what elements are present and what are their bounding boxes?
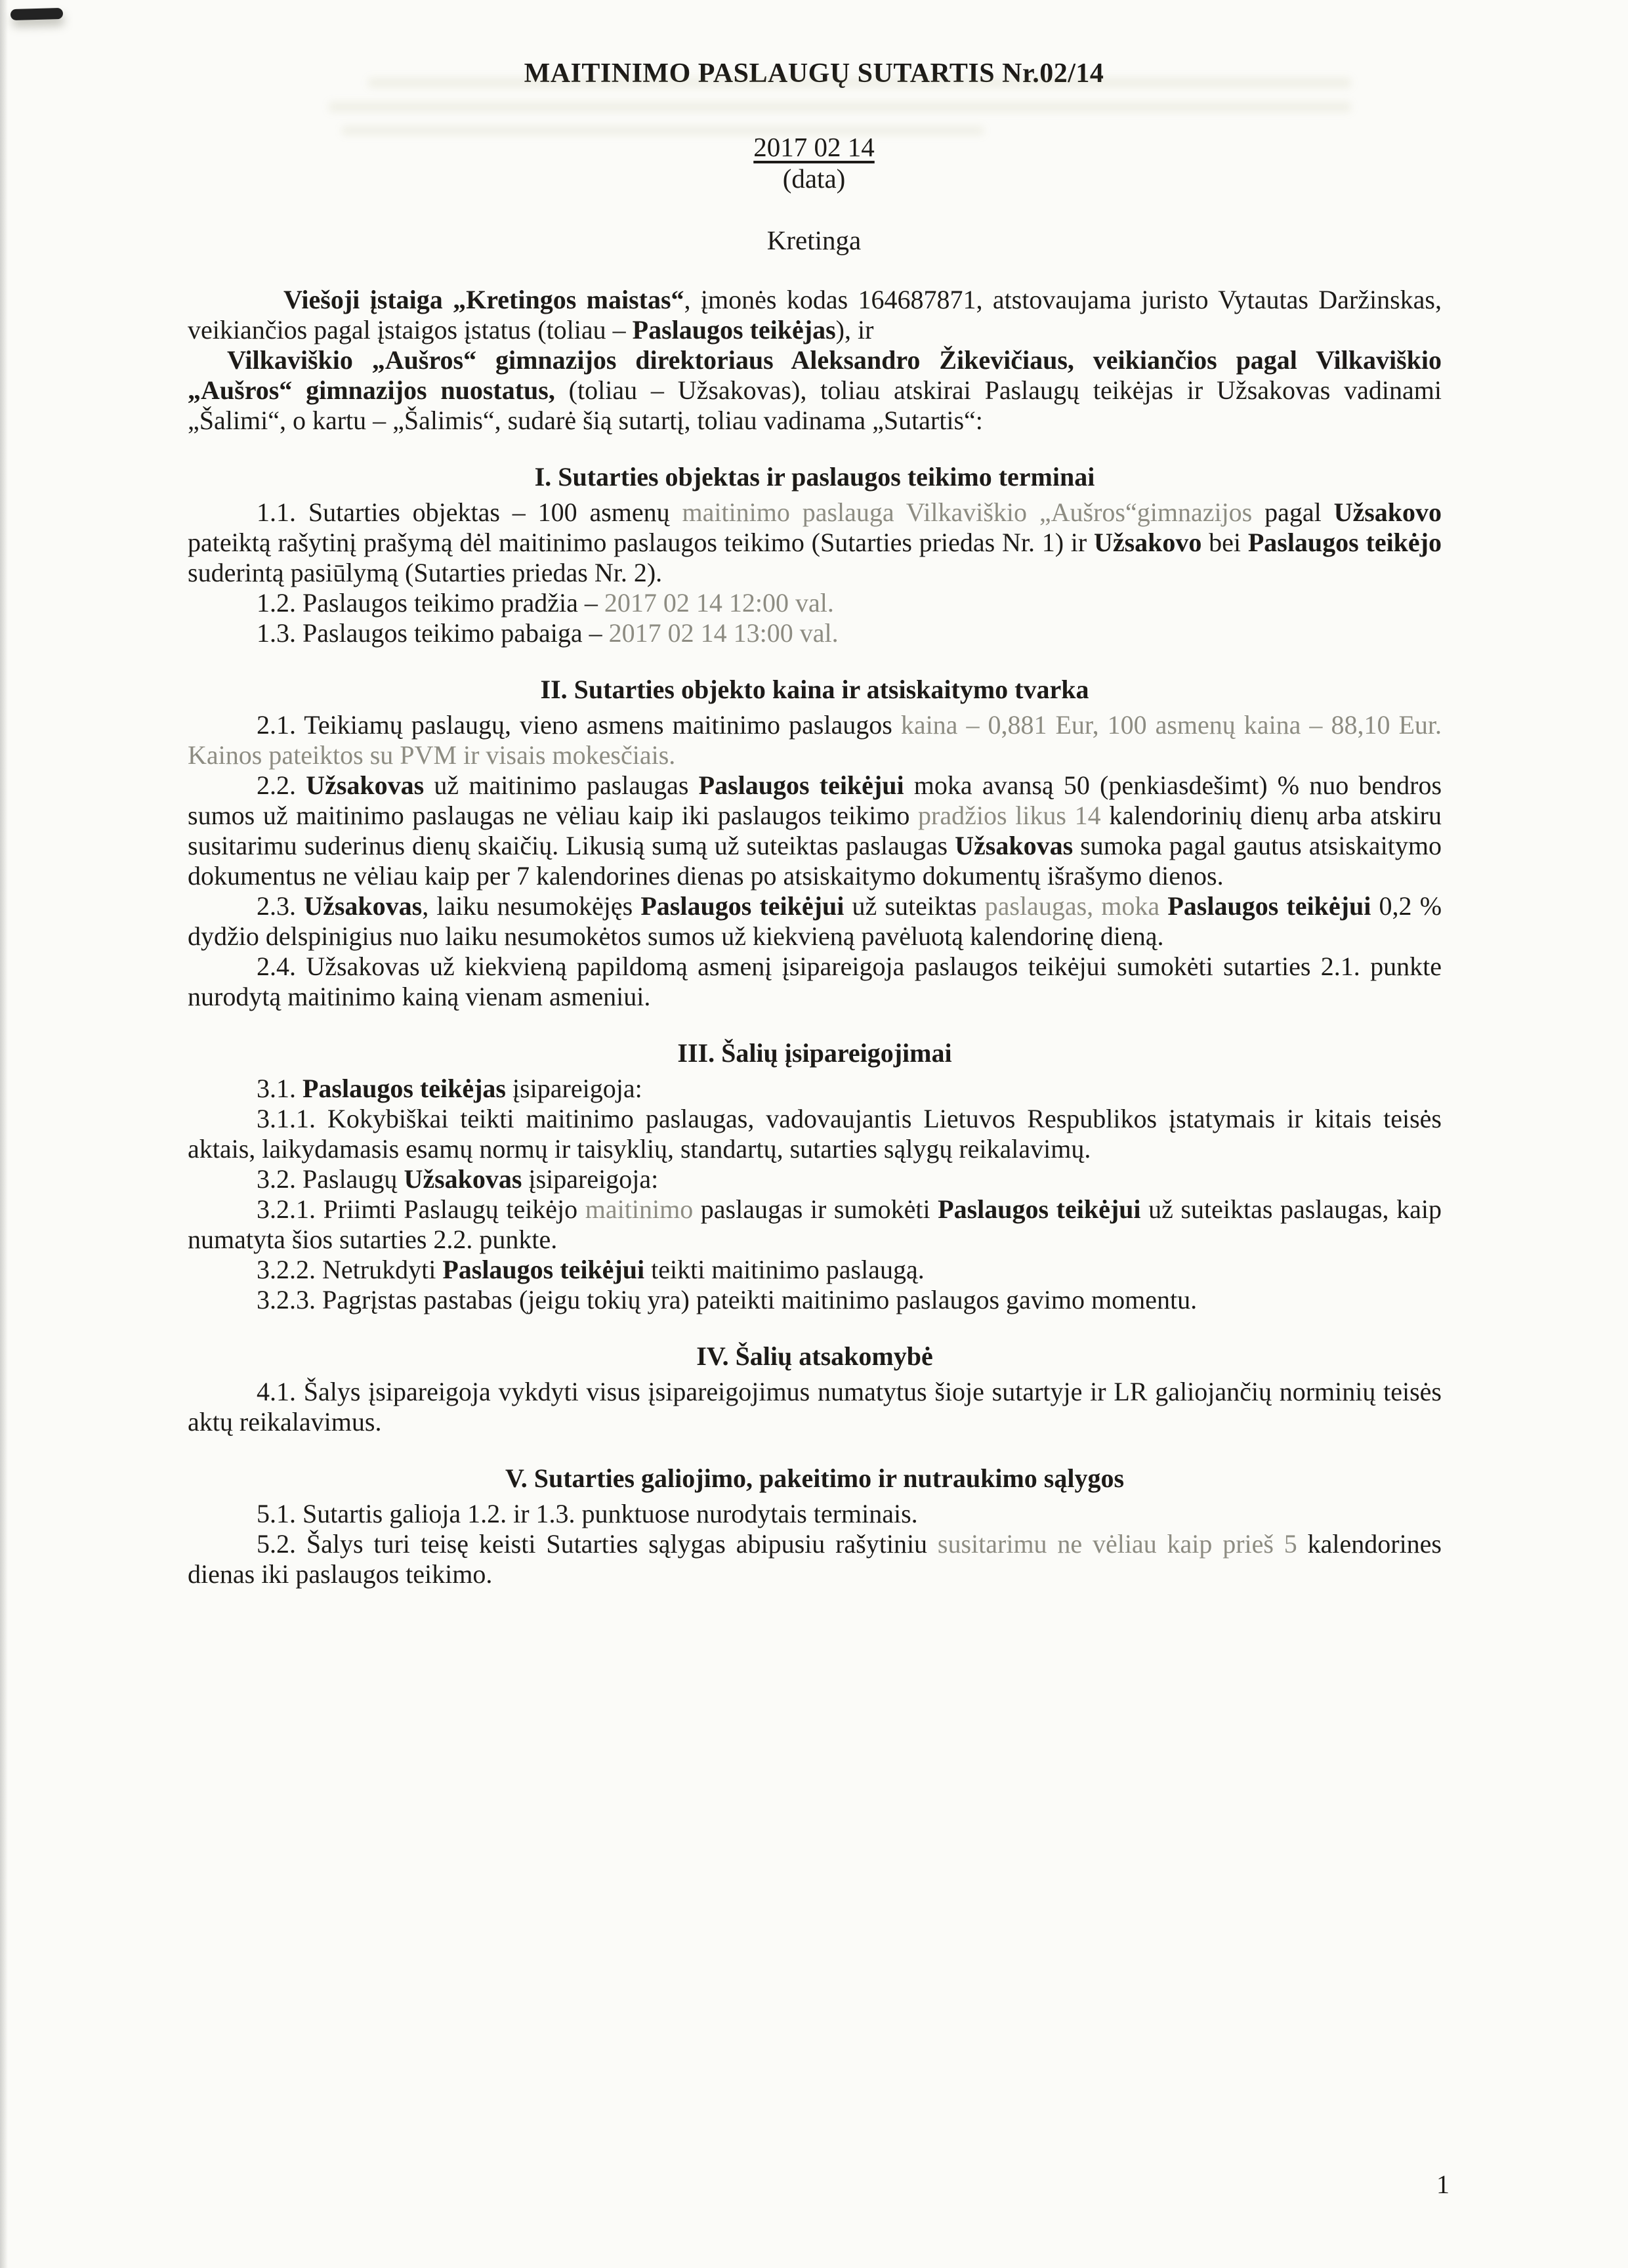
faded-text: maitinimo paslauga Vilkaviškio „Aušros“gimnazijos	[682, 497, 1253, 527]
paragraph	[188, 285, 1442, 345]
text-run: moka avansą 50 (penkiasdešimt) % nuo bendros sumos už maitinimo paslaugas ne vėliau kaip iki paslaugos teikimo	[188, 770, 1442, 830]
faded-text: pradžios likus 14	[918, 801, 1101, 830]
text-run: 4.1. Šalys įsipareigoja vykdyti visus įsipareigojimus numatytus šioje sutartyje ir LR galiojančių norminių teisės aktų reikalavimus.	[188, 1377, 1442, 1437]
paragraph	[188, 952, 1442, 1012]
paragraph	[188, 618, 1442, 648]
text-run: sumoka pagal gautus atsiskaitymo dokumentus ne vėliau kaip per 7 kalendorines dienas po atsiskaitymo dokumentų išrašymo dienos.	[188, 831, 1442, 891]
section-heading: III. Šalių įsipareigojimai	[677, 1038, 952, 1068]
paragraph	[188, 1164, 1442, 1194]
paragraph	[188, 710, 1442, 770]
text-run: kalendorines dienas iki paslaugos teikimo.	[188, 1529, 1442, 1589]
date-value: 2017 02 14	[753, 132, 875, 162]
document-title: MAITINIMO PASLAUGŲ SUTARTIS Nr.02/14	[524, 58, 1104, 89]
faded-text: paslaugas, moka	[984, 891, 1160, 921]
text-run: 1.3. Paslaugos teikimo pabaiga –	[257, 618, 609, 648]
paragraph	[188, 588, 1442, 618]
text-run: 2.4. Užsakovas už kiekvieną papildomą asmenį įsipareigoja paslaugos teikėjui sumokėti sutarties 2.1. punkte nurodytą maitinimo kainą vienam asmeniui.	[188, 952, 1442, 1011]
paragraph	[188, 1529, 1442, 1589]
text-run: 2.3.	[257, 891, 304, 921]
text-run: teikti maitinimo paslaugą.	[644, 1255, 925, 1284]
scan-artifact-mark	[10, 8, 63, 20]
text-run: pateiktą rašytinį prašymą dėl maitinimo paslaugos teikimo (Sutarties priedas Nr. 1) ir	[188, 528, 1094, 557]
text-run: pagal	[1252, 497, 1334, 527]
text-run: ), ir	[835, 315, 874, 345]
bold-text: Paslaugos teikėjui	[698, 770, 904, 800]
text-run: už suteiktas paslaugas, kaip numatyta šios sutarties 2.2. punkte.	[188, 1194, 1442, 1254]
page-number: 1	[1436, 2170, 1450, 2199]
text-run: suderintą pasiūlymą (Sutarties priedas Nr. 2).	[188, 558, 663, 587]
text-run	[1159, 891, 1167, 921]
faded-text: susitarimu ne vėliau kaip prieš 5	[937, 1529, 1297, 1559]
bold-text: Paslaugos teikėjui	[1167, 891, 1371, 921]
text-run: 1.2. Paslaugos teikimo pradžia –	[257, 588, 604, 618]
text-run: 0,2 % dydžio delspinigius nuo laiku nesumokėtos sumos už kiekvieną pavėluotą kalendorinę dieną.	[188, 891, 1442, 951]
text-run: (toliau – Užsakovas), toliau atskirai Paslaugų teikėjas ir Užsakovas vadinami „Šalimi“, o kartu – „Šalimis“, sudarė šią sutartį, toliau vadinama „Sutartis“:	[188, 375, 1442, 435]
text-run: 5.2. Šalys turi teisę keisti Sutarties sąlygas abipusiu rašytiniu	[257, 1529, 938, 1559]
document-city: Kretinga	[766, 225, 862, 255]
bold-text: Viešoji įstaiga „Kretingos maistas“	[283, 285, 684, 314]
bold-text: Užsakovo	[1333, 497, 1442, 527]
text-run: 3.1.	[257, 1074, 303, 1103]
paragraph	[188, 1104, 1442, 1164]
text-run: 3.2.3. Pagrįstas pastabas (jeigu tokių yra) pateikti maitinimo paslaugos gavimo momentu.	[257, 1285, 1198, 1314]
text-run: už maitinimo paslaugas	[424, 770, 699, 800]
bold-text: Užsakovas	[955, 831, 1074, 860]
date-label: (data)	[782, 163, 846, 194]
faded-text: kaina – 0,881 Eur, 100 asmenų kaina – 88,10 Eur. Kainos pateiktos su PVM ir visais mokesčiais.	[188, 710, 1442, 770]
text-run: , laiku nesumokėjęs	[422, 891, 641, 921]
paragraph	[188, 1255, 1442, 1285]
bold-text: Paslaugos teikėjui	[640, 891, 845, 921]
paragraph	[188, 345, 1442, 436]
section-heading: V. Sutarties galiojimo, pakeitimo ir nutraukimo sąlygos	[505, 1463, 1125, 1493]
text-run: paslaugas ir sumokėti	[693, 1194, 938, 1224]
faded-text: 2017 02 14 13:00 val.	[608, 618, 839, 648]
text-run: 2.2.	[257, 770, 306, 800]
text-run: 5.1. Sutartis galioja 1.2. ir 1.3. punktuose nurodytais terminais.	[257, 1499, 918, 1528]
faded-text: 2017 02 14 12:00 val.	[604, 588, 834, 618]
bold-text: Paslaugos teikėjo	[1247, 528, 1442, 557]
paragraph	[188, 1377, 1442, 1437]
bold-text: Užsakovas	[404, 1164, 522, 1194]
text-run: 2.1. Teikiamų paslaugų, vieno asmens maitinimo paslaugos	[257, 710, 901, 740]
paragraph	[188, 497, 1442, 588]
bold-text: Paslaugos teikėjas	[632, 315, 836, 345]
text-run: 3.2.1. Priimti Paslaugų teikėjo	[257, 1194, 585, 1224]
text-run: 3.2.2. Netrukdyti	[257, 1255, 443, 1284]
paragraph	[188, 1074, 1442, 1104]
bold-text: Užsakovas	[304, 891, 423, 921]
bold-text: Užsakovo	[1093, 528, 1202, 557]
text-run: įsipareigoja:	[522, 1164, 659, 1194]
bold-text: Vilkaviškio „Aušros“ gimnazijos direktoriaus Aleksandro Žikevičiaus, veikiančios pagal Vilkaviškio „Aušros“ gimnazijos nuostatus,	[188, 345, 1442, 405]
text-run: 1.1. Sutarties objektas – 100 asmenų	[257, 497, 682, 527]
section-heading: I. Sutarties objektas ir paslaugos teikimo terminai	[534, 462, 1095, 492]
bold-text: Paslaugos teikėjui	[442, 1255, 645, 1284]
paragraph	[188, 1499, 1442, 1529]
text-run: , įmonės kodas 164687871, atstovaujama juristo Vytautas Daržinskas, veikiančios pagal įstaigos įstatus (toliau –	[188, 285, 1442, 345]
paragraph	[188, 770, 1442, 891]
text-run: už suteiktas	[844, 891, 985, 921]
bold-text: Paslaugos teikėjui	[938, 1194, 1141, 1224]
paragraph	[188, 1194, 1442, 1255]
text-run: kalendorinių dienų arba atskiru susitarimu suderinus dienų skaičių. Likusią sumą už suteiktas paslaugas	[188, 801, 1442, 860]
text-run: 3.2. Paslaugų	[257, 1164, 404, 1194]
document-content	[188, 285, 1442, 1589]
text-run: įsipareigoja:	[506, 1074, 642, 1103]
text-run: 3.1.1. Kokybiškai teikti maitinimo paslaugas, vadovaujantis Lietuvos Respublikos įstatymais ir kitais teisės aktais, laikydamasis esamų normų ir taisyklių, standartų, sutarties sąlygų reikalavimų.	[188, 1104, 1442, 1164]
bleed-through-artifact	[328, 102, 1352, 112]
bold-text: Paslaugos teikėjas	[303, 1074, 506, 1103]
paragraph	[188, 1285, 1442, 1315]
text-run: bei	[1201, 528, 1248, 557]
section-heading: II. Sutarties objekto kaina ir atsiskaitymo tvarka	[540, 675, 1089, 704]
faded-text: maitinimo	[585, 1194, 694, 1224]
section-heading: IV. Šalių atsakomybė	[696, 1341, 933, 1371]
document-date	[0, 131, 1628, 163]
bold-text: Užsakovas	[306, 770, 425, 800]
paragraph	[188, 891, 1442, 952]
